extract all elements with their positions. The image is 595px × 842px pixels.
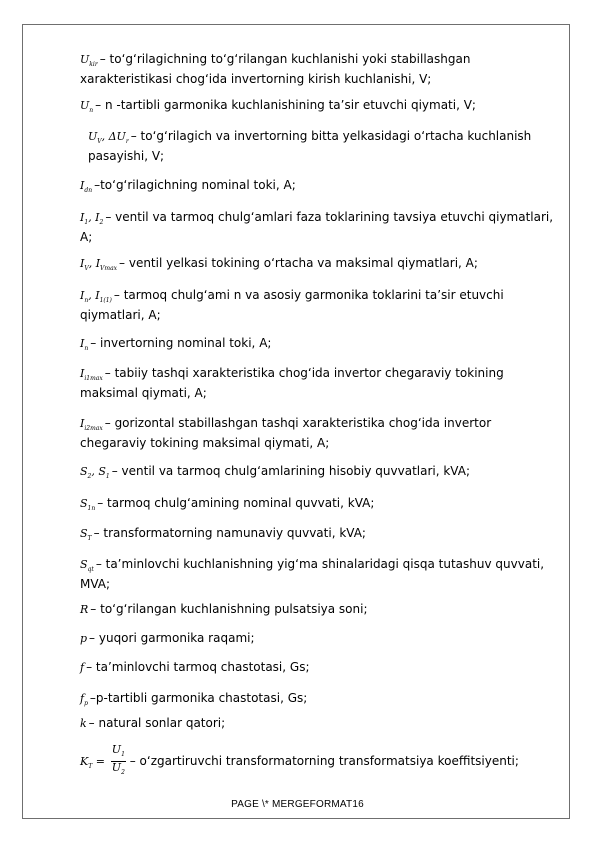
page-footer: PAGE \* MERGEFORMAT16 <box>231 799 364 810</box>
definition-entry: $f_p$ –p-tartibli garmonika chastotasi, Gs; <box>58 691 558 711</box>
symbol: $f_p$ <box>80 692 88 708</box>
symbol: $S_T$ <box>80 527 92 543</box>
symbol: $U_n$ <box>80 99 94 115</box>
definition-entry: $I_1$, $I_2$ – ventil va tarmoq chulg‘amlari faza toklarining tavsiya etuvchi qiymatlari, A; <box>80 210 554 245</box>
definition-entry: $S_T$ – transformatorning namunaviy quvvati, kVA; <box>58 526 558 546</box>
symbol: $K_T$ = <box>80 755 105 771</box>
symbol: $I_{i2max}$ <box>80 417 103 433</box>
definition-entry: $S_{qt}$ – ta’minlovchi kuchlanishning yig‘ma shinalaridagi qisqa tutashuv quvvati, MVA; <box>80 557 545 592</box>
definition-entry: $U_V$, $\Delta U_r$ – to‘g‘rilagich va invertorning bitta yelkasidagi o‘rtacha kuchlanish pasayishi, V; <box>88 129 532 164</box>
symbol: p <box>80 632 88 645</box>
definition-entry: p – yuqori garmonika raqami; <box>80 631 255 645</box>
symbol: R <box>80 603 89 616</box>
definition-entry: k – natural sonlar qatori; <box>80 716 226 730</box>
symbol: $I_{i1max}$ <box>80 367 103 383</box>
definition-entry: $S_2$, $S_1$ – ventil va tarmoq chulg‘amlarining hisobiy quvvatlari, kVA; <box>58 464 558 484</box>
definition-entry: $I_n$ – invertorning nominal toki, A; <box>58 336 558 356</box>
definition-entry: $I_{dn}$ –to‘g‘rilagichning nominal toki, A; <box>58 178 558 198</box>
symbol: f <box>80 661 85 674</box>
symbol: $S_2$, $S_1$ <box>80 465 110 481</box>
symbol: $S_{qt}$ <box>80 558 94 574</box>
symbol: $I_n$, $I_{1(1)}$ <box>80 289 112 305</box>
symbol: $I_n$ <box>80 337 89 353</box>
definition-entry: $S_{1n}$ – tarmoq chulg‘amining nominal quvvati, kVA; <box>58 496 558 516</box>
symbol: $I_V$, $I_{Vmax}$ <box>80 257 118 273</box>
definition-entry: f – ta’minlovchi tarmoq chastotasi, Gs; <box>80 660 310 674</box>
symbol: $I_1$, $I_2$ <box>80 211 104 227</box>
symbol: $I_{dn}$ <box>80 179 93 195</box>
definition-entry: $I_{i2max}$ – gorizontal stabillashgan tashqi xarakteristika chog‘ida invertor chegaraviy tokining maksimal qiymati, A; <box>80 416 492 451</box>
definition-entry: $U_{kir}$ – to‘g‘rilagichning to‘g‘rilangan kuchlanishi yoki stabillashgan xarakteristikasi chog‘ida invertorning kirish kuchlanishi, V; <box>80 52 471 87</box>
definition-entry: $U_n$ – n -tartibli garmonika kuchlanishining ta’sir etuvchi qiymati, V; <box>58 98 558 118</box>
symbol: $U_V$, $\Delta U_r$ <box>88 130 129 146</box>
symbol: $U_{kir}$ <box>80 53 98 69</box>
definition-entry: $K_T$ = $\frac{U_1}{U_2}$ – o‘zgartiruvchi transformatorning transformatsiya koeffitsiyenti; <box>58 744 558 779</box>
fraction: $\frac{U_1}{U_2}$ <box>111 743 125 777</box>
definition-entry: $I_{i1max}$ – tabiiy tashqi xarakteristika chog‘ida invertor chegaraviy tokining maksimal qiymati, A; <box>80 366 504 401</box>
definition-entry: $I_V$, $I_{Vmax}$ – ventil yelkasi tokining o‘rtacha va maksimal qiymatlari, A; <box>58 256 558 276</box>
definition-entry: $I_n$, $I_{1(1)}$ – tarmoq chulg‘ami n va asosiy garmonika toklarini ta’sir etuvchi qiymatlari, A; <box>80 288 504 323</box>
symbol: k <box>80 717 87 730</box>
symbol: $S_{1n}$ <box>80 497 96 513</box>
definition-entry: R – to‘g‘rilangan kuchlanishning pulsatsiya soni; <box>80 602 368 616</box>
